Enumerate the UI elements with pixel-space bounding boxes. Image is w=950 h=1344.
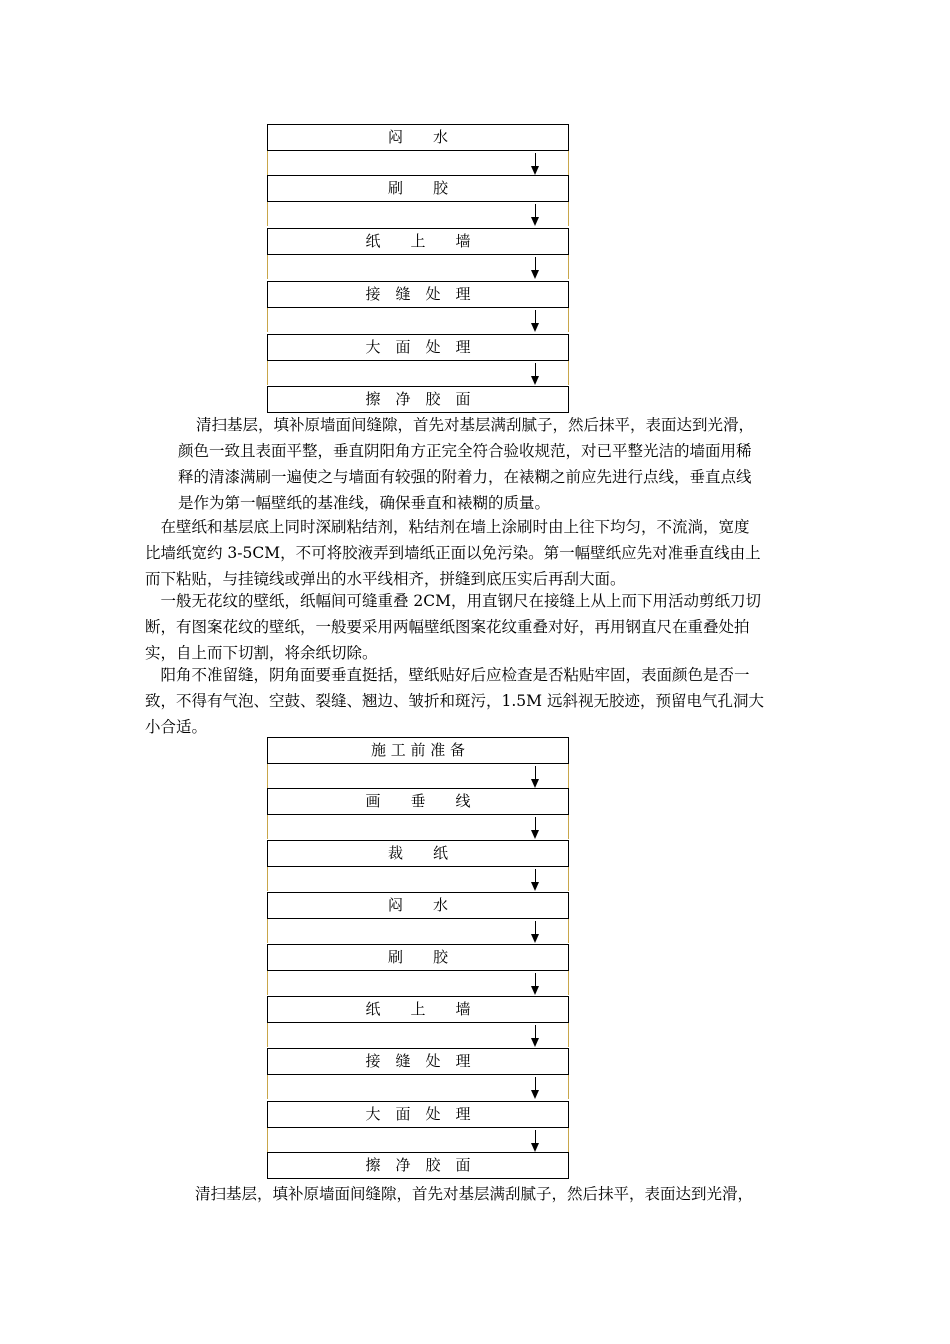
arrow-line <box>535 153 536 167</box>
flow-step-box: 裁 纸 <box>267 840 569 867</box>
arrow-down-icon <box>531 376 539 385</box>
text-line: 释的清漆满刷一遍使之与墙面有较强的附着力，在裱糊之前应先进行点线，垂直点线 <box>178 468 752 486</box>
arrow-line <box>535 1025 536 1039</box>
arrow-down-icon <box>531 830 539 839</box>
arrow-line <box>535 1130 536 1144</box>
arrow-line <box>535 766 536 780</box>
flow-connector <box>267 867 569 891</box>
flow-connector <box>267 255 569 279</box>
arrow-down-icon <box>531 934 539 943</box>
text-line: 致，不得有气泡、空鼓、裂缝、翘边、皱折和斑污，1.5M 远斜视无胶迹，预留电气孔洞大 <box>145 692 764 710</box>
flow-connector <box>267 202 569 226</box>
flow-step-box: 刷 胶 <box>267 944 569 971</box>
flow-connector <box>267 971 569 995</box>
arrow-down-icon <box>531 1143 539 1152</box>
text-line: 在壁纸和基层底上同时深刷粘结剂，粘结剂在墙上涂刷时由上往下均匀，不流淌，宽度 <box>145 518 750 536</box>
paragraph-2 <box>145 514 810 592</box>
text-line: 小合适。 <box>145 718 208 736</box>
flow-step-box: 闷 水 <box>267 124 569 151</box>
arrow-line <box>535 257 536 271</box>
flow-step-box: 擦 净 胶 面 <box>267 1152 569 1179</box>
text-line: 比墙纸宽约 3-5CM，不可将胶液弄到墙纸正面以免污染。第一幅壁纸应先对准垂直线由上 <box>145 544 761 562</box>
flow-connector <box>267 815 569 839</box>
flow-step-box: 接 缝 处 理 <box>267 281 569 308</box>
arrow-down-icon <box>531 1090 539 1099</box>
text-line: 而下粘贴，与挂镜线或弹出的水平线相齐，拼缝到底压实后再刮大面。 <box>145 570 626 588</box>
arrow-down-icon <box>531 986 539 995</box>
arrow-line <box>535 869 536 883</box>
flow-connector <box>267 1023 569 1047</box>
flow-step-box: 闷 水 <box>267 892 569 919</box>
flow-connector <box>267 919 569 943</box>
flow-step-box: 纸 上 墙 <box>267 996 569 1023</box>
flow-connector <box>267 361 569 385</box>
arrow-line <box>535 204 536 218</box>
flow-step-box: 大 面 处 理 <box>267 1101 569 1128</box>
flow-step-box: 大 面 处 理 <box>267 334 569 361</box>
flow-connector <box>267 308 569 332</box>
paragraph-5: 清扫基层，填补原墙面间缝隙，首先对基层满刮腻子，然后抹平，表面达到光滑， <box>195 1185 754 1203</box>
arrow-down-icon <box>531 323 539 332</box>
arrow-down-icon <box>531 166 539 175</box>
arrow-line <box>535 817 536 831</box>
text-line: 清扫基层，填补原墙面间缝隙，首先对基层满刮腻子，然后抹平，表面达到光滑， <box>196 416 755 434</box>
text-line: 颜色一致且表面平整，垂直阴阳角方正完全符合验收规范，对已平整光洁的墙面用稀 <box>178 442 752 460</box>
arrow-line <box>535 921 536 935</box>
flow-connector <box>267 1075 569 1099</box>
flow-connector <box>267 1128 569 1152</box>
text-line: 是作为第一幅壁纸的基准线，确保垂直和裱糊的质量。 <box>178 494 551 512</box>
flow-connector <box>267 764 569 788</box>
paragraph-4 <box>145 662 810 740</box>
flow-step-box: 纸 上 墙 <box>267 228 569 255</box>
paragraph-1 <box>178 412 818 516</box>
flow-step-box: 刷 胶 <box>267 175 569 202</box>
text-line: 一般无花纹的壁纸，纸幅间可缝重叠 2CM，用直钢尺在接缝上从上而下用活动剪纸刀切 <box>145 592 762 610</box>
text-line: 实，自上而下切割，将余纸切除。 <box>145 644 378 662</box>
arrow-line <box>535 363 536 377</box>
flow-step-box: 接 缝 处 理 <box>267 1048 569 1075</box>
arrow-line <box>535 973 536 987</box>
flow-step-box: 擦 净 胶 面 <box>267 386 569 413</box>
text-line: 阳角不准留缝，阴角面要垂直挺括，壁纸贴好后应检查是否粘贴牢固，表面颜色是否一 <box>145 666 750 684</box>
flow-step-box: 施 工 前 准 备 <box>267 737 569 764</box>
arrow-line <box>535 1077 536 1091</box>
arrow-down-icon <box>531 217 539 226</box>
arrow-down-icon <box>531 882 539 891</box>
arrow-down-icon <box>531 270 539 279</box>
arrow-line <box>535 310 536 324</box>
arrow-down-icon <box>531 779 539 788</box>
text-line: 断，有图案花纹的壁纸，一般要采用两幅壁纸图案花纹重叠对好，再用钢直尺在重叠处拍 <box>145 618 750 636</box>
flow-connector <box>267 151 569 175</box>
flow-step-box: 画 垂 线 <box>267 788 569 815</box>
arrow-down-icon <box>531 1038 539 1047</box>
paragraph-3 <box>145 588 810 666</box>
